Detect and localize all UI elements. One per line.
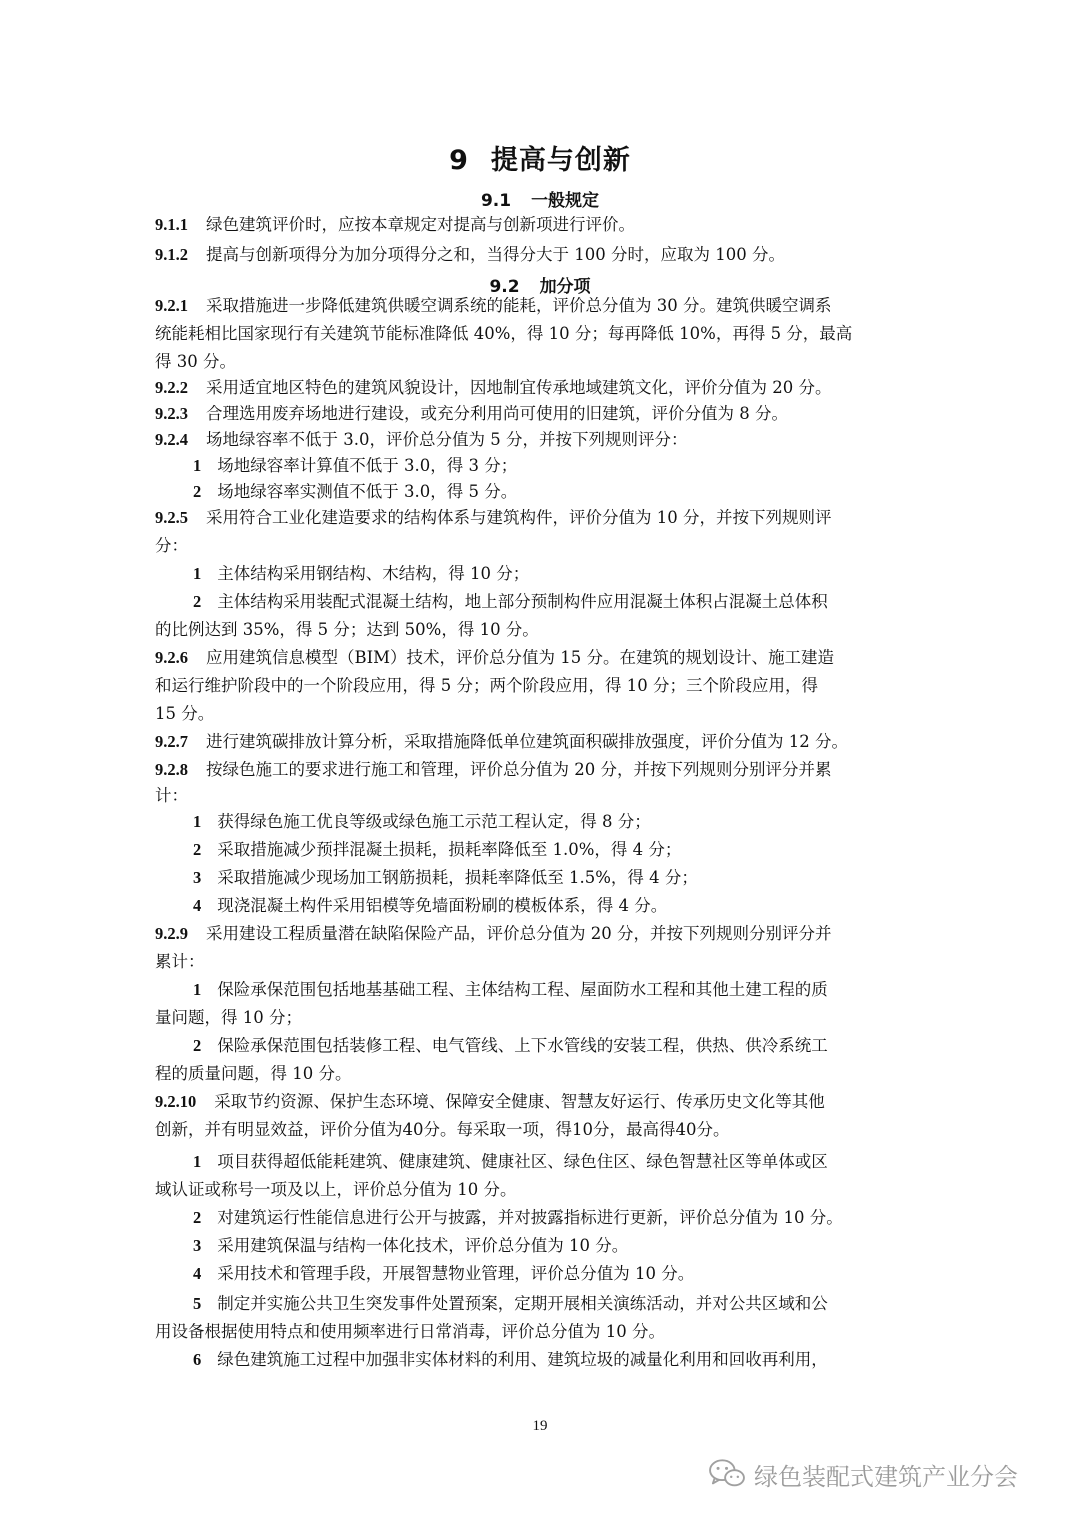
list-item-line [193, 809, 973, 835]
continuation-line [155, 1005, 935, 1031]
clause-line [155, 375, 935, 401]
list-item-line [193, 561, 973, 587]
item-number: 4 [193, 896, 202, 915]
line-text: 采用符合工业化建造要求的结构体系与建筑构件，评价分值为 10 分，并按下列规则评 [206, 508, 832, 527]
item-number: 2 [193, 482, 202, 501]
line-text: 对建筑运行性能信息进行公开与披露，并对披露指标进行更新，评价总分值为 10 分。 [217, 1208, 843, 1227]
clause-number: 9.2.3 [155, 404, 188, 423]
line-text: 分： [155, 536, 188, 555]
continuation-line [155, 1177, 935, 1203]
list-item-line [193, 1291, 973, 1317]
clause-line [155, 212, 935, 238]
line-text: 绿色建筑施工过程中加强非实体材料的利用、建筑垃圾的减量化利用和回收再利用， [217, 1350, 828, 1369]
section-number: 9.1 [480, 191, 512, 211]
continuation-line [155, 783, 935, 809]
item-number: 1 [193, 456, 202, 475]
line-text: 用设备根据使用特点和使用频率进行日常消毒，评价总分值为 10 分。 [155, 1322, 665, 1341]
line-text: 域认证或称号一项及以上，评价总分值为 10 分。 [155, 1180, 517, 1199]
chapter-title-text: 提高与创新 [490, 145, 631, 176]
line-text: 制定并实施公共卫生突发事件处置预案，定期开展相关演练活动，并对公共区域和公 [217, 1294, 828, 1313]
item-number: 3 [193, 868, 202, 887]
line-text: 采用适宜地区特色的建筑风貌设计，因地制宜传承地域建筑文化，评价分值为 20 分。 [206, 378, 832, 397]
item-number: 2 [193, 1036, 202, 1055]
clause-line [155, 757, 935, 783]
continuation-line [155, 349, 935, 375]
clause-number: 9.2.5 [155, 508, 188, 527]
line-text: 绿色建筑评价时，应按本章规定对提高与创新项进行评价。 [206, 215, 635, 234]
list-item-line [193, 1347, 973, 1373]
line-text: 获得绿色施工优良等级或绿色施工示范工程认定，得 8 分； [217, 812, 651, 831]
line-text: 统能耗相比国家现行有关建筑节能标准降低 40%，得 10 分；每再降低 10%，再得 5 分，最高 [155, 324, 853, 343]
line-text: 采取措施进一步降低建筑供暖空调系统的能耗，评价总分值为 30 分。建筑供暖空调系 [206, 296, 832, 315]
clause-number: 9.1.1 [155, 215, 188, 234]
item-number: 2 [193, 592, 202, 611]
clause-number: 9.2.1 [155, 296, 188, 315]
clause-line [155, 729, 935, 755]
continuation-line [155, 617, 935, 643]
chapter-title [0, 138, 1080, 177]
clause-line [155, 293, 935, 319]
continuation-line [155, 1117, 935, 1143]
line-text: 场地绿容率实测值不低于 3.0，得 5 分。 [217, 482, 518, 501]
item-number: 6 [193, 1350, 202, 1369]
chapter-number: 9 [449, 145, 469, 176]
continuation-line [155, 1061, 935, 1087]
item-number: 5 [193, 1294, 202, 1313]
line-text: 量问题，得 10 分； [155, 1008, 302, 1027]
line-text: 的比例达到 35%，得 5 分；达到 50%，得 10 分。 [155, 620, 539, 639]
line-text: 应用建筑信息模型（BIM）技术，评价总分值为 15 分。在建筑的规划设计、施工建造 [206, 648, 835, 667]
continuation-line [155, 673, 935, 699]
continuation-line [155, 701, 935, 727]
list-item-line [193, 837, 973, 863]
clause-line [155, 401, 935, 427]
item-number: 1 [193, 980, 202, 999]
list-item-line [193, 893, 973, 919]
line-text: 主体结构采用钢结构、木结构，得 10 分； [217, 564, 530, 583]
clause-number: 9.2.2 [155, 378, 188, 397]
line-text: 程的质量问题，得 10 分。 [155, 1064, 352, 1083]
list-item-line [193, 1261, 973, 1287]
line-text: 主体结构采用装配式混凝土结构，地上部分预制构件应用混凝土体积占混凝土总体积 [217, 592, 828, 611]
line-text: 采取节约资源、保护生态环境、保障安全健康、智慧友好运行、传承历史文化等其他 [214, 1092, 825, 1111]
continuation-line [155, 949, 935, 975]
item-number: 1 [193, 1152, 202, 1171]
line-text: 和运行维护阶段中的一个阶段应用，得 5 分；两个阶段应用，得 10 分；三个阶段应用，得 [155, 676, 818, 695]
line-text: 采用技术和管理手段，开展智慧物业管理，评价总分值为 10 分。 [217, 1264, 695, 1283]
section-number: 9.2 [489, 277, 520, 297]
line-text: 合理选用废弃场地进行建设，或充分利用尚可使用的旧建筑，评价分值为 8 分。 [206, 404, 788, 423]
watermark [708, 1454, 1018, 1494]
clause-number: 9.2.6 [155, 648, 188, 667]
line-text: 累计： [155, 952, 205, 971]
line-text: 得 30 分。 [155, 352, 236, 371]
clause-line [155, 427, 935, 453]
continuation-line [155, 1319, 935, 1345]
item-number: 3 [193, 1236, 202, 1255]
clause-line [155, 242, 935, 268]
line-text: 采取措施减少预拌混凝土损耗，损耗率降低至 1.0%，得 4 分； [217, 840, 682, 859]
section-title [0, 186, 1080, 211]
list-item-line [193, 1205, 973, 1231]
clause-number: 9.1.2 [155, 245, 188, 264]
clause-line [155, 1089, 935, 1115]
item-number: 2 [193, 1208, 202, 1227]
watermark-text: 绿色装配式建筑产业分会 [754, 1462, 1018, 1491]
line-text: 保险承保范围包括装修工程、电气管线、上下水管线的安装工程，供热、供冷系统工 [217, 1036, 828, 1055]
clause-number: 9.2.7 [155, 732, 188, 751]
line-text: 进行建筑碳排放计算分析，采取措施降低单位建筑面积碳排放强度，评价分值为 12 分。 [206, 732, 848, 751]
line-text: 采取措施减少现场加工钢筋损耗，损耗率降低至 1.5%，得 4 分； [217, 868, 698, 887]
clause-line [155, 921, 935, 947]
line-text: 场地绿容率计算值不低于 3.0，得 3 分； [217, 456, 518, 475]
item-number: 4 [193, 1264, 202, 1283]
line-text: 采用建设工程质量潜在缺陷保险产品，评价总分值为 20 分，并按下列规则分别评分并 [206, 924, 832, 943]
list-item-line [193, 1149, 973, 1175]
line-text: 15 分。 [155, 704, 215, 723]
list-item-line [193, 1233, 973, 1259]
page-number: 19 [532, 1418, 548, 1434]
clause-number: 9.2.10 [155, 1092, 197, 1111]
line-text: 采用建筑保温与结构一体化技术，评价总分值为 10 分。 [217, 1236, 629, 1255]
line-text: 创新，并有明显效益，评价分值为40分。每采取一项，得10分，最高得40分。 [155, 1120, 730, 1139]
clause-number: 9.2.4 [155, 430, 188, 449]
item-number: 1 [193, 812, 202, 831]
clause-number: 9.2.9 [155, 924, 188, 943]
line-text: 计： [155, 786, 188, 805]
line-text: 按绿色施工的要求进行施工和管理，评价总分值为 20 分，并按下列规则分别评分并累 [206, 760, 832, 779]
continuation-line [155, 321, 935, 347]
list-item-line [193, 453, 973, 479]
continuation-line [155, 533, 935, 559]
line-text: 保险承保范围包括地基基础工程、主体结构工程、屋面防水工程和其他土建工程的质 [217, 980, 828, 999]
clause-line [155, 645, 935, 671]
line-text: 现浇混凝土构件采用铝模等免墙面粉刷的模板体系，得 4 分。 [217, 896, 668, 915]
section-title-text: 加分项 [539, 277, 591, 297]
list-item-line [193, 479, 973, 505]
item-number: 1 [193, 564, 202, 583]
line-text: 场地绿容率不低于 3.0，评价总分值为 5 分，并按下列规则评分： [206, 430, 688, 449]
item-number: 2 [193, 840, 202, 859]
list-item-line [193, 865, 973, 891]
list-item-line [193, 977, 973, 1003]
list-item-line [193, 589, 973, 615]
wechat-icon [708, 1458, 746, 1490]
clause-line [155, 505, 935, 531]
line-text: 项目获得超低能耗建筑、健康建筑、健康社区、绿色住区、绿色智慧社区等单体或区 [217, 1152, 828, 1171]
list-item-line [193, 1033, 973, 1059]
clause-number: 9.2.8 [155, 760, 188, 779]
section-title-text: 一般规定 [531, 191, 600, 211]
line-text: 提高与创新项得分为加分项得分之和，当得分大于 100 分时，应取为 100 分。 [206, 245, 785, 264]
